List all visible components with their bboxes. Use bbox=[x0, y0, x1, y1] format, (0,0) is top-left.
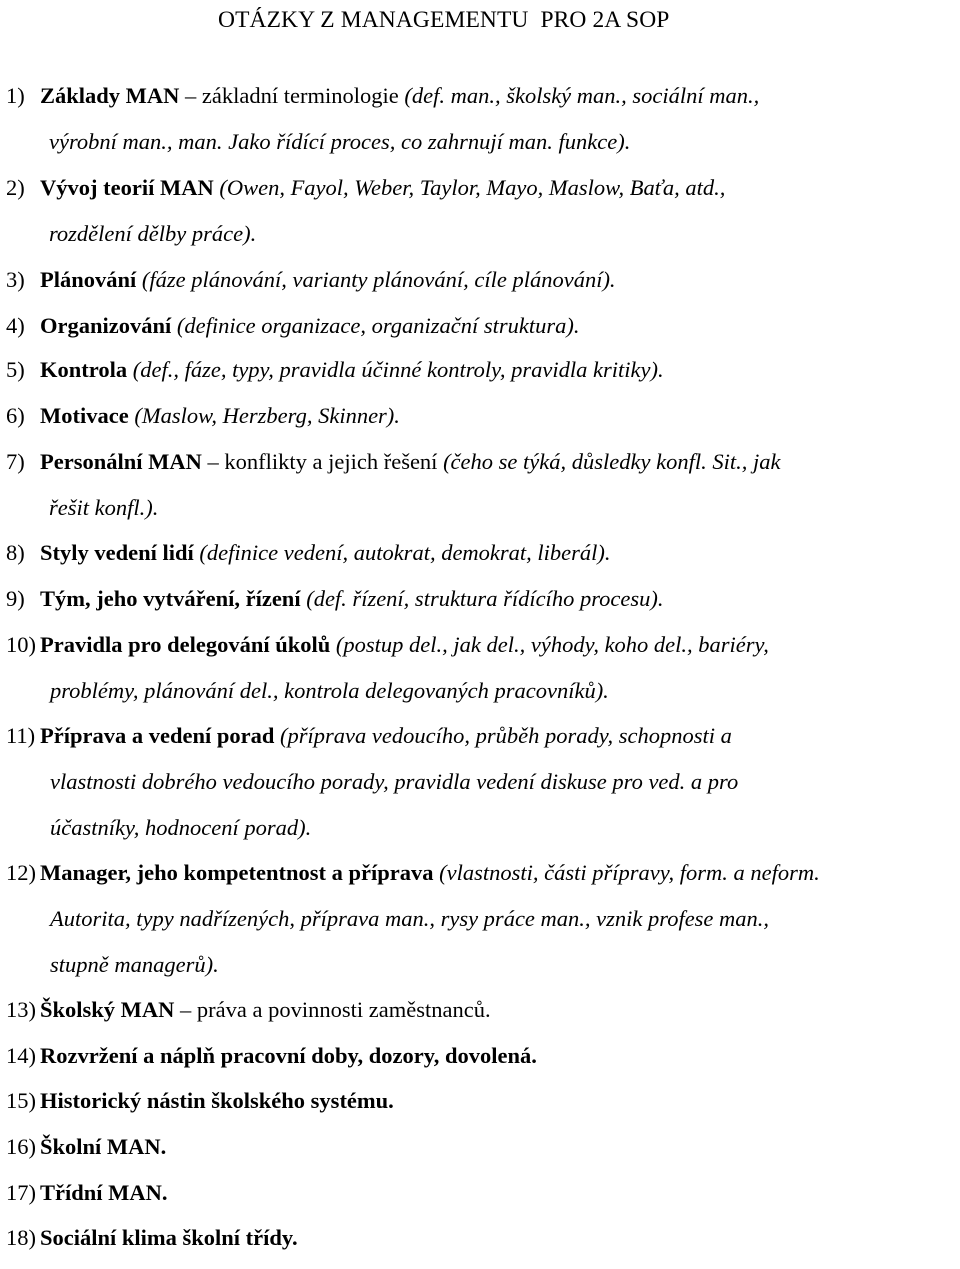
question-description: – základní terminologie bbox=[179, 83, 405, 108]
question-text bbox=[40, 1179, 168, 1207]
question-topic: Kontrola bbox=[40, 357, 128, 382]
question-text bbox=[40, 1087, 394, 1115]
question-number: 15) bbox=[6, 1088, 36, 1113]
question-number: 4) bbox=[6, 313, 25, 338]
question-number: 8) bbox=[6, 540, 25, 565]
question-topic: Personální MAN bbox=[40, 449, 202, 474]
question-text bbox=[40, 356, 664, 384]
question-details: (postup del., jak del., výhody, koho del., bariéry, bbox=[330, 632, 769, 657]
question-number: 16) bbox=[6, 1134, 36, 1159]
question-topic: Historický nástin školského systému. bbox=[40, 1088, 394, 1113]
question-text-continuation bbox=[49, 494, 158, 522]
question-topic: Příprava a vedení porad bbox=[40, 723, 275, 748]
page-title: OTÁZKY Z MANAGEMENTU PRO 2A SOP bbox=[218, 7, 670, 33]
question-number: 14) bbox=[6, 1043, 36, 1068]
question-text bbox=[40, 312, 580, 340]
question-number: 2) bbox=[6, 175, 25, 200]
question-topic: Manager, jeho kompetentnost a příprava bbox=[40, 860, 434, 885]
question-text bbox=[40, 448, 780, 476]
question-topic: Plánování bbox=[40, 267, 137, 292]
question-number: 6) bbox=[6, 403, 25, 428]
question-text bbox=[40, 266, 616, 294]
question-details: účastníky, hodnocení porad). bbox=[50, 815, 312, 840]
question-number: 18) bbox=[6, 1225, 36, 1250]
question-details: (definice organizace, organizační struktura). bbox=[171, 313, 580, 338]
question-details: (příprava vedoucího, průběh porady, schopnosti a bbox=[274, 723, 732, 748]
question-text bbox=[40, 402, 400, 430]
question-topic: Vývoj teorií MAN bbox=[40, 175, 214, 200]
question-text bbox=[40, 174, 725, 202]
question-details: (čeho se týká, důsledky konfl. Sit., jak bbox=[443, 449, 781, 474]
question-details: (definice vedení, autokrat, demokrat, liberál). bbox=[193, 540, 611, 565]
question-topic: Třídní MAN. bbox=[40, 1180, 168, 1205]
question-text-continuation bbox=[50, 768, 738, 796]
question-number: 5) bbox=[6, 357, 25, 382]
question-text bbox=[40, 539, 611, 567]
question-number: 10) bbox=[6, 632, 36, 657]
question-number: 1) bbox=[6, 83, 25, 108]
question-number: 13) bbox=[6, 997, 36, 1022]
question-text-continuation bbox=[50, 677, 609, 705]
question-topic: Pravidla pro delegování úkolů bbox=[40, 632, 331, 657]
question-number: 7) bbox=[6, 449, 25, 474]
question-details: stupně managerů). bbox=[50, 952, 219, 977]
question-topic: Styly vedení lidí bbox=[40, 540, 194, 565]
question-text bbox=[40, 722, 732, 750]
question-details: (Owen, Fayol, Weber, Taylor, Mayo, Maslow, Baťa, atd., bbox=[213, 175, 726, 200]
question-description: – konflikty a jejich řešení bbox=[201, 449, 444, 474]
question-number: 12) bbox=[6, 860, 36, 885]
question-text bbox=[40, 1133, 166, 1161]
question-text-continuation bbox=[50, 814, 311, 842]
question-details: (fáze plánování, varianty plánování, cíle plánování). bbox=[136, 267, 616, 292]
question-topic: Školní MAN. bbox=[40, 1134, 167, 1159]
question-topic: Tým, jeho vytváření, řízení bbox=[40, 586, 301, 611]
question-text bbox=[40, 1224, 298, 1252]
question-topic: Základy MAN bbox=[40, 83, 180, 108]
question-text bbox=[40, 585, 663, 613]
question-text bbox=[40, 1042, 537, 1070]
question-details: (def. řízení, struktura řídícího procesu). bbox=[300, 586, 664, 611]
question-number: 9) bbox=[6, 586, 25, 611]
question-details: vlastnosti dobrého vedoucího porady, pravidla vedení diskuse pro ved. a pro bbox=[50, 769, 739, 794]
question-text-continuation bbox=[50, 905, 769, 933]
question-topic: Školský MAN bbox=[40, 997, 175, 1022]
question-topic: Motivace bbox=[40, 403, 129, 428]
question-topic: Organizování bbox=[40, 313, 172, 338]
question-details: Autorita, typy nadřízených, příprava man., rysy práce man., vznik profese man., bbox=[50, 906, 770, 931]
question-description: – práva a povinnosti zaměstnanců. bbox=[174, 997, 491, 1022]
question-text-continuation bbox=[49, 220, 256, 248]
question-details: (def., fáze, typy, pravidla účinné kontroly, pravidla kritiky). bbox=[127, 357, 664, 382]
question-details: (def. man., školský man., sociální man., bbox=[404, 83, 760, 108]
question-number: 17) bbox=[6, 1180, 36, 1205]
question-text bbox=[40, 859, 820, 887]
question-details: (vlastnosti, části přípravy, form. a neform. bbox=[433, 860, 820, 885]
question-details: řešit konfl.). bbox=[49, 495, 159, 520]
question-details: rozdělení dělby práce). bbox=[49, 221, 257, 246]
question-details: (Maslow, Herzberg, Skinner). bbox=[128, 403, 400, 428]
question-text-continuation bbox=[49, 128, 630, 156]
question-number: 11) bbox=[6, 723, 36, 748]
question-text-continuation bbox=[50, 951, 219, 979]
question-details: výrobní man., man. Jako řídící proces, co zahrnují man. funkce). bbox=[49, 129, 631, 154]
question-details: problémy, plánování del., kontrola delegovaných pracovníků). bbox=[50, 678, 609, 703]
question-text bbox=[40, 82, 759, 110]
question-number: 3) bbox=[6, 267, 25, 292]
question-text bbox=[40, 631, 769, 659]
question-topic: Sociální klima školní třídy. bbox=[40, 1225, 298, 1250]
question-topic: Rozvržení a náplň pracovní doby, dozory, dovolená. bbox=[40, 1043, 537, 1068]
question-text bbox=[40, 996, 491, 1024]
